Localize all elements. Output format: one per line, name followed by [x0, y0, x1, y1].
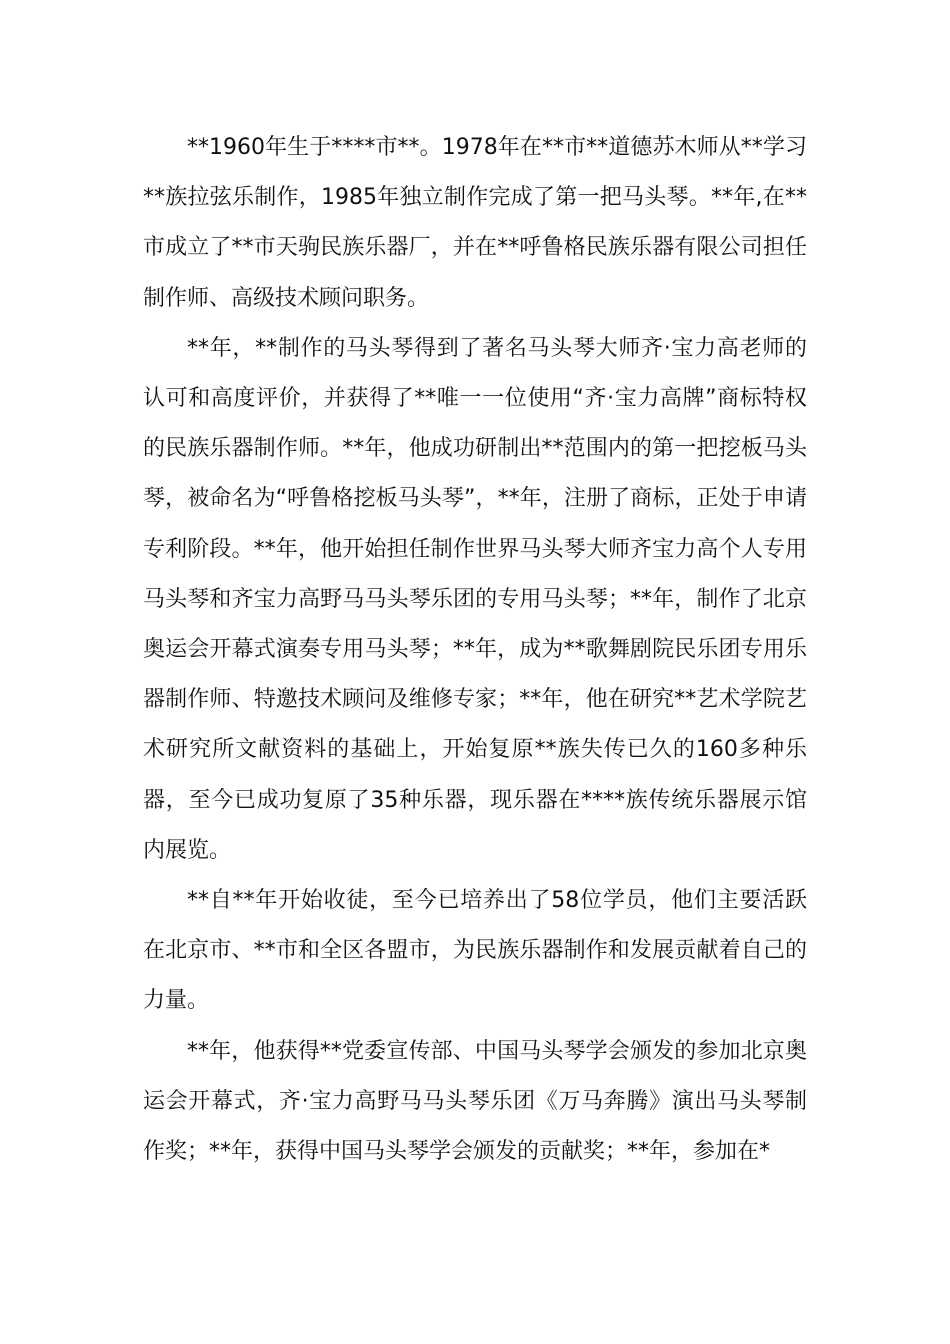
paragraph-apprentices: **自**年开始收徒，至今已培养出了58位学员，他们主要活跃在北京市、**市和全区各盟市，为民族乐器制作和发展贡献着自己的力量。 — [143, 888, 807, 1014]
paragraph-achievements: **年，**制作的马头琴得到了著名马头琴大师齐·宝力高老师的认可和高度评价，并获得了**唯一一位使用“齐·宝力高牌”商标特权的民族乐器制作师。**年，他成功研制出**范围内的第一把挖板马头琴，被命名为“呼鲁格挖板马头琴”，**年，注册了商标，正处于申请专利阶段。**年，他开始担任制作世界马头琴大师齐宝力高个人专用马头琴和齐宝力高野马马头琴乐团的专用马头琴；**年，制作了北京奥运会开幕式演奏专用马头琴；**年，成为**歌舞剧院民乐团专用乐器制作师、特邀技术顾问及维修专家；**年，他在研究**艺术学院艺术研究所文献资料的基础上，开始复原**族失传已久的160多种乐器，至今已成功复原了35种乐器，现乐器在****族传统乐器展示馆内展览。 — [143, 335, 807, 863]
document-body — [143, 123, 807, 1177]
paragraph-biography-intro: **1960年生于****市**。1978年在**市**道德苏木师从**学习**族拉弦乐制作，1985年独立制作完成了第一把马头琴。**年,在**市成立了**市天驹民族乐器厂，并在**呼鲁格民族乐器有限公司担任制作师、高级技术顾问职务。 — [143, 135, 807, 311]
paragraph-awards: **年，他获得**党委宣传部、中国马头琴学会颁发的参加北京奥运会开幕式，齐·宝力高野马马头琴乐团《万马奔腾》演出马头琴制作奖；**年，获得中国马头琴学会颁发的贡献奖；**年，参加在* — [143, 1038, 807, 1165]
